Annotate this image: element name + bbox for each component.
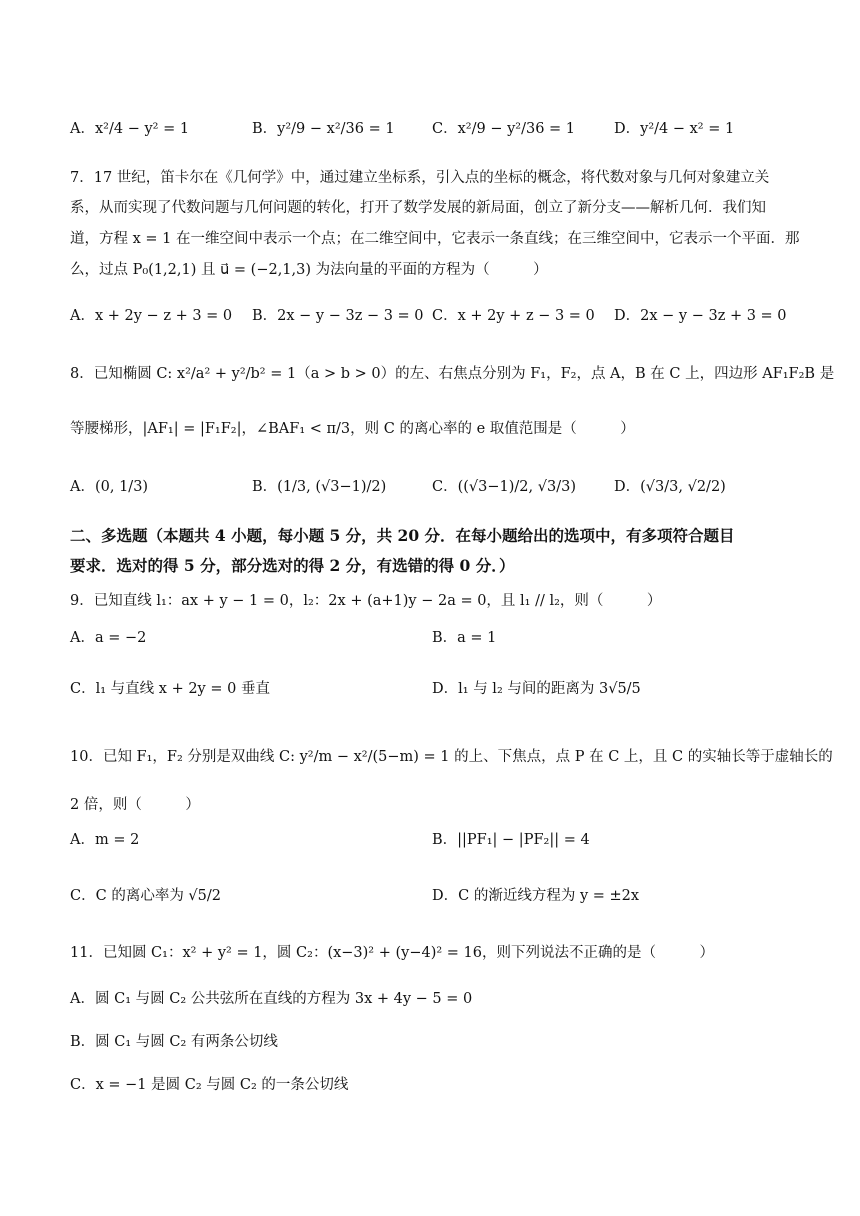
q10-option-d: D．C 的渐近线方程为 y = ±2x xyxy=(432,888,640,904)
q10-line-2: 2 倍，则（ ） xyxy=(70,797,200,813)
section-2-heading-line-1: 二、多选题（本题共 4 小题，每小题 5 分，共 20 分．在每小题给出的选项中，有多项符合题目 xyxy=(70,526,735,545)
q8-line-1: 8．已知椭圆 C: x²/a² + y²/b² = 1（a > b > 0）的左、右焦点分别为 F₁，F₂，点 A，B 在 C 上，四边形 AF₁F₂B 是 xyxy=(70,366,835,382)
q7-line-3: 道，方程 x = 1 在一维空间中表示一个点；在二维空间中，它表示一条直线；在三维空间中，它表示一个平面．那 xyxy=(70,231,800,247)
q10-option-c: C．C 的离心率为 √5/2 xyxy=(70,888,221,904)
q10-option-b: B．||PF₁| − |PF₂|| = 4 xyxy=(432,832,590,848)
q8-option-b: B．(1/3, (√3−1)/2) xyxy=(252,479,387,495)
q8-option-c: C．((√3−1)/2, √3/3) xyxy=(432,479,576,495)
q6-option-c: C．x²/9 − y²/36 = 1 xyxy=(432,121,576,137)
q7-option-c: C．x + 2y + z − 3 = 0 xyxy=(432,308,595,324)
q7-option-a: A．x + 2y − z + 3 = 0 xyxy=(70,308,233,324)
q11-stem: 11．已知圆 C₁：x² + y² = 1，圆 C₂：(x−3)² + (y−4)² = 16，则下列说法不正确的是（ ） xyxy=(70,945,714,961)
q6-option-d: D．y²/4 − x² = 1 xyxy=(614,121,735,137)
q7-option-b: B．2x − y − 3z − 3 = 0 xyxy=(252,308,424,324)
q8-option-d: D．(√3/3, √2/2) xyxy=(614,479,726,495)
q6-option-a: A．x²/4 − y² = 1 xyxy=(70,121,190,137)
q9-option-b: B．a = 1 xyxy=(432,630,497,646)
q7-line-1: 7．17 世纪，笛卡尔在《几何学》中，通过建立坐标系，引入点的坐标的概念，将代数对象与几何对象建立关 xyxy=(70,170,770,186)
q10-line-1: 10．已知 F₁，F₂ 分别是双曲线 C: y²/m − x²/(5−m) = 1 的上、下焦点，点 P 在 C 上，且 C 的实轴长等于虚轴长的 xyxy=(70,749,833,765)
q7-line-4: 么，过点 P₀(1,2,1) 且 u⃗ = (−2,1,3) 为法向量的平面的方程为（ ） xyxy=(70,262,548,278)
q10-option-a: A．m = 2 xyxy=(70,832,140,848)
q8-option-a: A．(0, 1/3) xyxy=(70,479,149,495)
q11-option-a: A．圆 C₁ 与圆 C₂ 公共弦所在直线的方程为 3x + 4y − 5 = 0 xyxy=(70,991,473,1007)
q7-option-d: D．2x − y − 3z + 3 = 0 xyxy=(614,308,787,324)
q9-option-d: D．l₁ 与 l₂ 与间的距离为 3√5/5 xyxy=(432,681,641,697)
q9-option-c: C．l₁ 与直线 x + 2y = 0 垂直 xyxy=(70,681,270,697)
q11-option-c: C．x = −1 是圆 C₂ 与圆 C₂ 的一条公切线 xyxy=(70,1077,349,1093)
q8-line-2: 等腰梯形，|AF₁| = |F₁F₂|，∠BAF₁ < π/3，则 C 的离心率的 e 取值范围是（ ） xyxy=(70,421,635,437)
q9-stem: 9．已知直线 l₁：ax + y − 1 = 0，l₂：2x + (a+1)y − 2a = 0，且 l₁ // l₂，则（ ） xyxy=(70,593,662,609)
q11-option-b: B．圆 C₁ 与圆 C₂ 有两条公切线 xyxy=(70,1034,278,1050)
q9-option-a: A．a = −2 xyxy=(70,630,147,646)
q7-line-2: 系，从而实现了代数问题与几何问题的转化，打开了数学发展的新局面，创立了新分支——解析几何．我们知 xyxy=(70,200,766,216)
q6-option-b: B．y²/9 − x²/36 = 1 xyxy=(252,121,395,137)
section-2-heading-line-2: 要求．选对的得 5 分，部分选对的得 2 分，有选错的得 0 分．） xyxy=(70,556,515,575)
